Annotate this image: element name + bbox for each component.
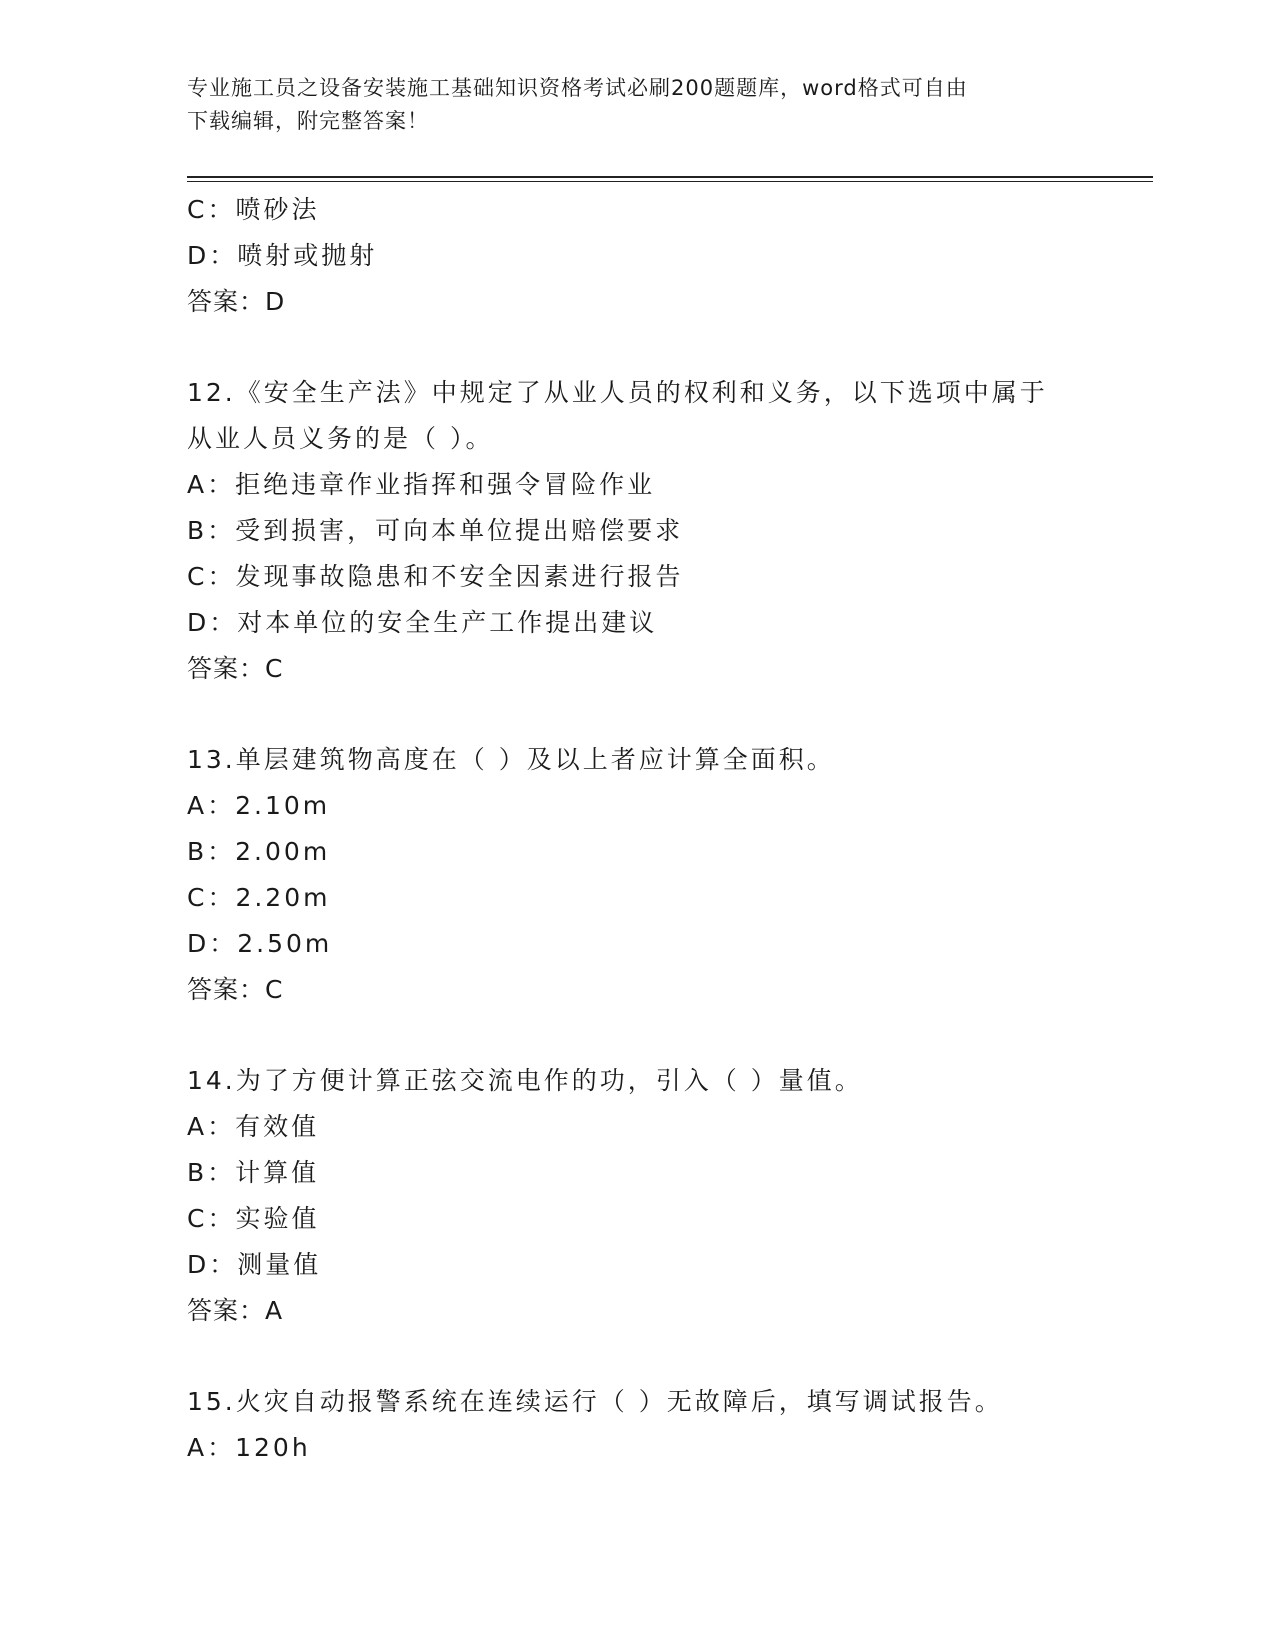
option-d: D：喷射或抛射 xyxy=(187,241,378,270)
option-b: B：受到损害，可向本单位提出赔偿要求 xyxy=(187,516,684,545)
question-15 xyxy=(187,1379,1127,1471)
option-d: D：2.50m xyxy=(187,929,333,958)
question-content xyxy=(187,187,1127,1471)
question-13 xyxy=(187,737,1127,1013)
option-c: C：2.20m xyxy=(187,883,331,912)
header-line-1: 专业施工员之设备安装施工基础知识资格考试必刷200题题库，word格式可自由 xyxy=(187,76,968,100)
answer-line: 答案：C xyxy=(187,654,284,683)
question-text: 14.为了方便计算正弦交流电作的功，引入（ ）量值。 xyxy=(187,1066,863,1095)
option-b: B：计算值 xyxy=(187,1158,320,1187)
header-line-2: 下载编辑，附完整答案！ xyxy=(187,109,429,133)
option-c: C：实验值 xyxy=(187,1204,320,1233)
option-a: A：2.10m xyxy=(187,791,331,820)
question-text: 12.《安全生产法》中规定了从业人员的权利和义务，以下选项中属于 xyxy=(187,378,1048,407)
question-11-partial xyxy=(187,187,1127,325)
question-text: 从业人员义务的是（ ）。 xyxy=(187,424,494,453)
answer-line: 答案：A xyxy=(187,1296,284,1325)
question-14 xyxy=(187,1058,1127,1334)
option-d: D：测量值 xyxy=(187,1250,322,1279)
option-a: A：有效值 xyxy=(187,1112,320,1141)
answer-line: 答案：D xyxy=(187,287,286,316)
question-12 xyxy=(187,370,1127,692)
option-d: D：对本单位的安全生产工作提出建议 xyxy=(187,608,658,637)
answer-line: 答案：C xyxy=(187,975,284,1004)
question-text: 15.火灾自动报警系统在连续运行（ ）无故障后，填写调试报告。 xyxy=(187,1387,1003,1416)
option-c: C：喷砂法 xyxy=(187,195,320,224)
header-rule-thin xyxy=(187,181,1153,182)
option-a: A：拒绝违章作业指挥和强令冒险作业 xyxy=(187,470,656,499)
option-c: C：发现事故隐患和不安全因素进行报告 xyxy=(187,562,684,591)
header-rule-thick xyxy=(187,176,1153,178)
option-a: A：120h xyxy=(187,1433,311,1462)
option-b: B：2.00m xyxy=(187,837,331,866)
question-text: 13.单层建筑物高度在（ ）及以上者应计算全面积。 xyxy=(187,745,835,774)
document-header xyxy=(187,72,1087,138)
